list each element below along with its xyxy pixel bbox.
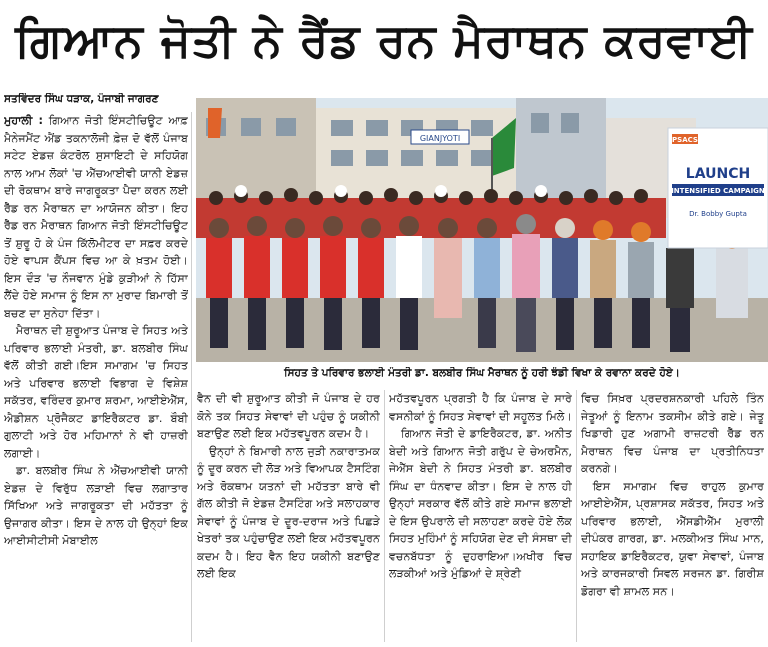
paragraph: ਇਸ ਸਮਾਗਮ ਵਿਚ ਰਾਹੁਲ ਕੁਮਾਰ ਆਈਏਐੱਸ, ਪ੍ਰਸ਼ਾਸਕ ਸਕੱਤਰ, ਸਿਹਤ ਅਤੇ ਪਰਿਵਾਰ ਭਲਾਈ, ਐੱਸਡੀਐੱਮ ਮੁਰਾਲੀ ਦੀਪੰਕਰ ਗਾਰਗ, ਡਾ. ਮਲਕੀਅਤ ਸਿੰਘ ਮਾਨ, ਸਹਾਇਕ ਡਾਇਰੈਕਟਰ, ਯੁਵਾ ਸੇਵਾਵਾਂ, ਪੰਜਾਬ ਅਤੇ ਕਾਰਜਕਾਰੀ ਸਿਵਲ ਸਰਜਨ ਡਾ. ਗਿਰੀਸ਼ ਡੋਗਰਾ ਵੀ ਸ਼ਾਮਲ ਸਨ। xyxy=(581,479,764,598)
paragraph xyxy=(4,112,188,322)
banner-title-line2: INTENSIFIED CAMPAIGN xyxy=(671,187,765,195)
article-column-4 xyxy=(581,390,764,647)
building-sign-text: GIANJYOTI xyxy=(419,134,461,143)
article-column-1 xyxy=(4,112,188,647)
banner-name-text: Dr. Bobby Gupta xyxy=(689,210,747,218)
article-column-3 xyxy=(389,390,572,647)
column-divider xyxy=(384,390,385,642)
banner-org-text: PSACS xyxy=(672,136,698,144)
headline: ਗਿਆਨ ਜੋਤੀ ਨੇ ਰੈਂਡ ਰਨ ਮੈਰਾਥਨ ਕਰਵਾਈ xyxy=(15,13,753,67)
column-divider xyxy=(576,390,577,642)
marathon-photo-illustration xyxy=(196,98,768,362)
byline: ਸਤਵਿੰਦਰ ਸਿੰਘ ਧੜਾਕ, ਪੰਜਾਬੀ ਜਾਗਰਣ xyxy=(4,93,159,105)
paragraph: ਵਿਚ ਸਿਖ਼ਰ ਪ੍ਰਦਰਸ਼ਨਕਾਰੀ ਪਹਿਲੇ ਤਿੰਨ ਜੇਤੂਆਂ ਨੂੰ ਇਨਾਮ ਤਕਸੀਮ ਕੀਤੇ ਗਏ। ਜੇਤੂ ਖਿਡਾਰੀ ਹੁਣ ਅਗਾਮੀ ਰਾਜ਼ਟਰੀ ਰੈੱਡ ਰਨ ਮੈਰਾਥਨ ਵਿਚ ਪੰਜਾਬ ਦਾ ਪ੍ਰਤੀਨਿਧਤਾ ਕਰਨਗੇ। xyxy=(581,392,764,475)
photo-caption: ਸਿਹਤ ਤੇ ਪਰਿਵਾਰ ਭਲਾਈ ਮੰਤਰੀ ਡਾ. ਬਲਬੀਰ ਸਿੰਘ ਮੈਰਾਥਨ ਨੂੰ ਹਰੀ ਝੰਡੀ ਵਿਖਾ ਕੇ ਰਵਾਨਾ ਕਰਦੇ ਹੋਏ। xyxy=(284,367,680,379)
column-divider xyxy=(191,112,192,642)
paragraph: ਮਹੱਤਵਪੂਰਨ ਪ੍ਰਗਤੀ ਹੈ ਕਿ ਪੰਜਾਬ ਦੇ ਸਾਰੇ ਵਸਨੀਕਾਂ ਨੂੰ ਸਿਹਤ ਸੇਵਾਵਾਂ ਦੀ ਸਹੂਲਤ ਮਿਲੇ। xyxy=(389,392,572,423)
paragraph: ਉਨ੍ਹਾਂ ਨੇ ਬਿਮਾਰੀ ਨਾਲ ਜੁੜੀ ਨਕਾਰਾਤਮਕ ਨੂੰ ਦੂਰ ਕਰਨ ਦੀ ਲੋੜ ਅਤੇ ਵਿਆਪਕ ਟੈਸਟਿੰਗ ਅਤੇ ਰੋਕਥਾਮ ਯਤਨਾਂ ਦੀ ਮਹੱਤਤਾ ਬਾਰੇ ਵੀ ਗੱਲ ਕੀਤੀ ਜੋ ਏਡਜ਼ ਟੈਸਟਿੰਗ ਅਤੇ ਸਲਾਹਕਾਰ ਸੇਵਾਵਾਂ ਨੂੰ ਪੰਜਾਬ ਦੇ ਦੂਰ-ਦਰਾਜ ਅਤੇ ਪਿਛੜੇ ਖੇਤਰਾਂ ਤਕ ਪਹੁੰਚਾਉਣ ਲਈ ਇਕ ਮਹੱਤਵਪੂਰਨ ਕਦਮ ਹੈ। ਇਹ ਵੈਨ ਇਹ ਯਕੀਨੀ ਬਣਾਉਣ ਲਈ ਇਕ xyxy=(197,444,380,580)
banner-title-line1: LAUNCH xyxy=(685,166,751,182)
paragraph: ਡਾ. ਬਲਬੀਰ ਸਿੰਘ ਨੇ ਐੱਚਆਈਵੀ ਯਾਨੀ ਏਡਜ਼ ਦੇ ਵਿਰੁੱਧ ਲੜਾਈ ਵਿਚ ਲਗਾਤਾਰ ਸਿੱਖਿਆ ਅਤੇ ਜਾਗਰੂਕਤਾ ਦੀ ਮਹੱਤਤਾ ਨੂੰ ਉਜਾਗਰ ਕੀਤਾ। ਇਸ ਦੇ ਨਾਲ ਹੀ ਉਨ੍ਹਾਂ ਇਕ ਆਈਸੀਟੀਸੀ ਮੋਬਾਈਲ xyxy=(4,464,188,547)
paragraph-text: ਗਿਆਨ ਜੋਤੀ ਇੰਸਟੀਚਿਊਟ ਆਫ਼ ਮੈਨੇਜਮੈਂਟ ਐਂਡ ਤਕਨਾਲੋਜੀ ਫ਼ੇਜ਼ ਦੋ ਵੱਲੋਂ ਪੰਜਾਬ ਸਟੇਟ ਏਡਜ਼ ਕੰਟਰੋਲ ਸੁਸਾਇਟੀ ਦੇ ਸਹਿਯੋਗ ਨਾਲ ਆਮ ਲੋਕਾਂ 'ਚ ਐੱਚਆਈਵੀ ਯਾਨੀ ਏਡਜ਼ ਦੀ ਰੋਕਥਾਮ ਬਾਰੇ ਜਾਗਰੂਕਤਾ ਪੈਦਾ ਕਰਨ ਲਈ ਰੈੱਡ ਰਨ ਮੈਰਾਥਨ ਦਾ ਆਯੋਜਨ ਕੀਤਾ। ਇਹ ਰੈੱਡ ਰਨ ਮੈਰਾਥਨ ਗਿਆਨ ਜੋਤੀ ਇੰਸਟੀਚਿਊਟ ਤੋਂ ਸ਼ੁਰੂ ਹੋ ਕੇ ਪੰਜ ਕਿੱਲੋਮੀਟਰ ਦਾ ਸਫ਼ਰ ਕਰਦੇ ਹੋਏ ਵਾਪਸ ਕੈਂਪਸ ਵਿਚ ਆ ਕੇ ਖ਼ਤਮ ਹੋਈ। ਇਸ ਦੌੜ 'ਚ ਨੌਜਵਾਨ ਮੁੰਡੇ ਕੁੜੀਆਂ ਨੇ ਹਿੱਸਾ ਲੈਂਦੇ ਹੋਏ ਸਮਾਜ ਨੂੰ ਇਸ ਨਾ ਮੁਰਾਦ ਬਿਮਾਰੀ ਤੋਂ ਬਚਣ ਦਾ ਸੁਨੇਹਾ ਦਿੱਤਾ। xyxy=(4,114,188,320)
paragraph: ਗਿਆਨ ਜੋਤੀ ਦੇ ਡਾਇਰੈਕਟਰ, ਡਾ. ਅਨੀਤ ਬੇਦੀ ਅਤੇ ਗਿਆਨ ਜੋਤੀ ਗਰੁੱਪ ਦੇ ਚੇਅਰਮੈਨ, ਜੇਐੱਸ ਬੇਦੀ ਨੇ ਸਿਹਤ ਮੰਤਰੀ ਡਾ. ਬਲਬੀਰ ਸਿੰਘ ਦਾ ਧੰਨਵਾਦ ਕੀਤਾ। ਇਸ ਦੇ ਨਾਲ ਹੀ ਉਨ੍ਹਾਂ ਸਰਕਾਰ ਵੱਲੋਂ ਕੀਤੇ ਗਏ ਸਮਾਜ ਭਲਾਈ ਦੇ ਇਸ ਉਪਰਾਲੇ ਦੀ ਸਲਾਹਣਾ ਕਰਦੇ ਹੋਏ ਲੋਕ ਸਿਹਤ ਮੁਹਿੰਮਾਂ ਨੂੰ ਸਹਿਯੋਗ ਦੇਣ ਦੀ ਸੰਸਥਾ ਦੀ ਵਚਨਬੱਧਤਾ ਨੂੰ ਦੁਹਰਾਇਆ।ਅਖੀਰ ਵਿਚ ਲੜਕੀਆਂ ਅਤੇ ਮੁੰਡਿਆਂ ਦੇ ਸ਼੍ਰੇਣੀ xyxy=(389,427,572,580)
paragraph: ਵੈਨ ਦੀ ਵੀ ਸ਼ੁਰੂਆਤ ਕੀਤੀ ਜੋ ਪੰਜਾਬ ਦੇ ਹਰ ਕੋਨੇ ਤਕ ਸਿਹਤ ਸੇਵਾਵਾਂ ਦੀ ਪਹੁੰਚ ਨੂੰ ਯਕੀਨੀ ਬਣਾਉਣ ਲਈ ਇਕ ਮਹੱਤਵਪੂਰਨ ਕਦਮ ਹੈ। xyxy=(197,392,380,440)
dateline: ਮੁਹਾਲੀ : xyxy=(4,114,43,127)
news-photo xyxy=(196,98,768,362)
article-column-2 xyxy=(197,390,380,647)
paragraph: ਮੈਰਾਥਨ ਦੀ ਸ਼ੁਰੂਆਤ ਪੰਜਾਬ ਦੇ ਸਿਹਤ ਅਤੇ ਪਰਿਵਾਰ ਭਲਾਈ ਮੰਤਰੀ, ਡਾ. ਬਲਬੀਰ ਸਿੰਘ ਵੱਲੋਂ ਕੀਤੀ ਗਈ।ਇਸ ਸਮਾਗਮ 'ਚ ਸਿਹਤ ਅਤੇ ਪਰਿਵਾਰ ਭਲਾਈ ਵਿਭਾਗ ਦੇ ਵਿਸ਼ੇਸ਼ ਸਕੱਤਰ, ਵਰਿੰਦਰ ਕੁਮਾਰ ਸ਼ਰਮਾ, ਆਈਏਐੱਸ, ਐਡੀਸ਼ਨ ਪ੍ਰੋਜੈਕਟ ਡਾਇਰੈਕਟਰ ਡਾ. ਬੌਬੀ ਗੁਲਾਟੀ ਅਤੇ ਹੋਰ ਮਹਿਮਾਨਾਂ ਨੇ ਵੀ ਹਾਜ਼ਰੀ ਲਗਾਈ। xyxy=(4,324,188,460)
